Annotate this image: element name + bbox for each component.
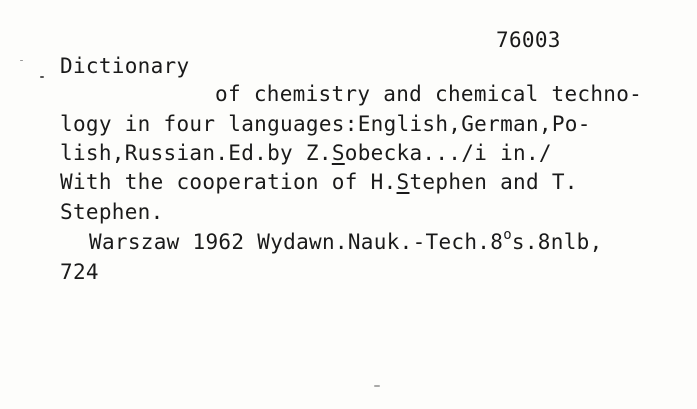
body-line-2: logy in four languages:English,German,Po- — [60, 112, 591, 136]
body-line-3-underlined: S — [331, 141, 345, 165]
imprint-line-1-b: s.8nlb, — [511, 230, 603, 254]
body-line-3 — [60, 143, 552, 164]
imprint-line-2: 724 — [60, 260, 99, 284]
body-line-1: of chemistry and chemical techno- — [215, 82, 643, 106]
body-line-4-c: tephen and T. — [409, 170, 578, 194]
paper-speck — [20, 60, 23, 61]
body-line-3-c: obecka.../i in./ — [344, 141, 552, 165]
body-line-4-a: With the cooperation of H. — [60, 170, 397, 194]
paper-speck — [40, 76, 44, 78]
body-line-4-underlined: S — [396, 170, 410, 194]
imprint-line-1 — [89, 227, 603, 254]
imprint-superscript: o — [503, 227, 512, 243]
imprint-line-1-a: Warszaw 1962 Wydawn.Nauk.-Tech.8 — [89, 230, 504, 254]
paper-speck — [374, 385, 380, 387]
card-title: Dictionary — [60, 54, 190, 78]
body-line-5: Stephen. — [60, 200, 164, 224]
card-number: 76003 — [496, 28, 561, 52]
body-line-3-a: lish,Russian.Ed.by Z. — [60, 141, 332, 165]
body-line-4 — [60, 172, 578, 193]
